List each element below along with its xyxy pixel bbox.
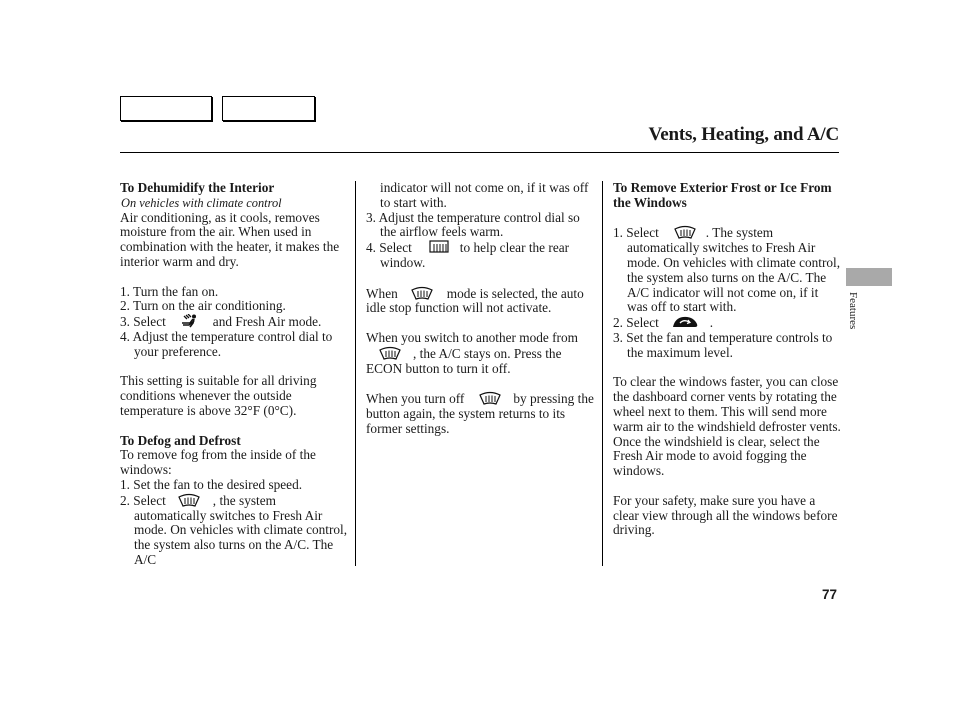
column-divider-2 xyxy=(602,181,603,566)
windshield-defrost-icon xyxy=(379,346,401,360)
floor-defrost-mode-icon xyxy=(178,314,200,328)
safety-note: For your safety, make sure you have a clear view through all the windows before driving. xyxy=(613,492,838,538)
clear-faster-note: To clear the windows faster, you can close the dashboard corner vents by rotating the wheel next to them. This will send more warm air to the windshield defroster vents. Once the windshield is clear, select the Fresh Air mode to avoid fogging the windows. xyxy=(613,374,841,479)
section-tab-marker xyxy=(846,268,892,286)
frost-heading: To Remove Exterior Frost or Ice From the Windows xyxy=(613,180,832,210)
defog-step-2: 2. Select , the system automatically switches to Fresh Air mode. On vehicles with climate control, the system also turns on the A/C. The A/C xyxy=(120,492,348,567)
ac-stays-on-note: When you switch to another mode from , the A/C stays on. Press the ECON button to turn it off. xyxy=(366,329,578,376)
idle-stop-note: When mode is selected, the auto idle stop function will not activate. xyxy=(366,285,584,316)
dehumidify-step-4: 4. Adjust the temperature control dial to your preference. xyxy=(120,328,333,359)
defog-step-3: 3. Adjust the temperature control dial so the airflow feels warm. xyxy=(366,209,580,240)
column-divider-1 xyxy=(355,181,356,566)
dehumidify-note: This setting is suitable for all driving conditions whenever the outside temperature is above 32°F (0°C). xyxy=(120,373,317,418)
section-side-label: Features xyxy=(847,292,859,330)
column-2 xyxy=(366,181,598,437)
page-title: Vents, Heating, and A/C xyxy=(648,124,839,145)
windshield-defrost-icon xyxy=(178,493,200,507)
defog-step-4: 4. Select to help clear the rear window. xyxy=(366,240,570,270)
page-number: 77 xyxy=(822,587,838,602)
title-rule xyxy=(120,152,839,153)
rear-window-defrost-icon xyxy=(428,240,450,254)
defog-heading: To Defog and Defrost xyxy=(120,432,241,448)
column-1 xyxy=(120,181,348,568)
nav-tab-box-1[interactable] xyxy=(120,96,212,121)
windshield-defrost-icon xyxy=(411,286,433,300)
dehumidify-heading: To Dehumidify the Interior xyxy=(120,180,275,195)
frost-step-1: 1. Select . The system automatically switches to Fresh Air mode. On vehicles with climate control, the system also turns on the A/C. The A/C indicator will not come on, if it was off to start with. xyxy=(613,225,841,315)
column-3 xyxy=(613,181,841,538)
frost-step-2: 2. Select . xyxy=(613,315,714,331)
recirculation-icon xyxy=(671,315,699,329)
nav-tab-box-2[interactable] xyxy=(222,96,315,121)
dehumidify-subheading: On vehicles with climate control xyxy=(121,195,282,210)
frost-step-3: 3. Set the fan and temperature controls to the maximum level. xyxy=(613,329,833,360)
dehumidify-intro: Air conditioning, as it cools, removes moisture from the air. When used in combination with the heater, it makes the interior warm and dry. xyxy=(120,209,340,269)
defog-step-1: 1. Set the fan to the desired speed. xyxy=(120,476,303,492)
windshield-defrost-icon xyxy=(479,391,501,405)
dehumidify-step-3: 3. Select and Fresh Air mode. xyxy=(120,314,322,330)
dehumidify-step-2: 2. Turn on the air conditioning. xyxy=(120,298,286,314)
dehumidify-step-1: 1. Turn the fan on. xyxy=(120,283,219,299)
defog-intro: To remove fog from the inside of the windows: xyxy=(120,447,316,478)
windshield-defrost-icon xyxy=(674,225,696,239)
turn-off-note: When you turn off by pressing the button again, the system returns to its former settings. xyxy=(366,391,594,436)
defog-step-2-continued: indicator will not come on, if it was off to start with. xyxy=(380,180,589,210)
